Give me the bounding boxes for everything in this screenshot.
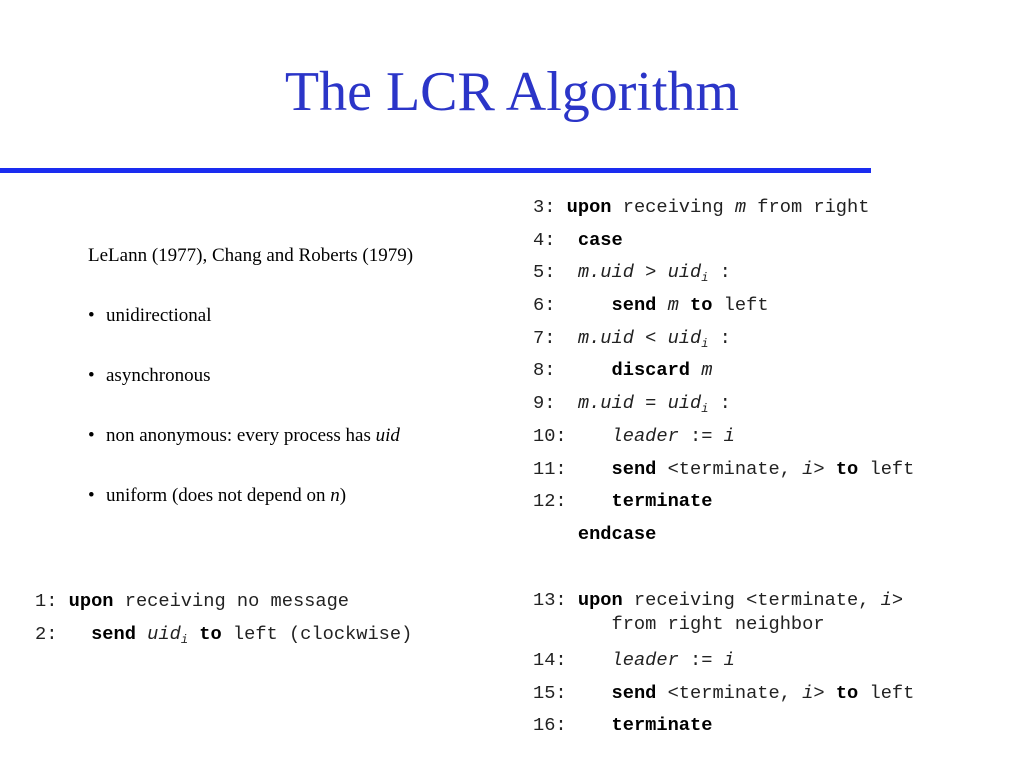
code-token: uid xyxy=(667,261,702,284)
code-line xyxy=(533,256,914,289)
code-token: < xyxy=(633,326,668,349)
bullet-glyph: • xyxy=(88,305,95,326)
code-token: m.uid xyxy=(577,392,634,415)
code-token: 16: xyxy=(533,714,612,737)
code-token: receiving xyxy=(611,196,735,218)
bullet-glyph: • xyxy=(88,365,95,386)
code-line xyxy=(533,485,914,518)
code-line xyxy=(35,585,412,618)
code-line xyxy=(533,354,914,387)
code-token: case xyxy=(577,228,623,251)
code-token: 15: xyxy=(533,681,612,704)
code-line xyxy=(533,387,914,420)
code-token: 14: xyxy=(533,649,612,671)
property-text-end: ) xyxy=(339,485,347,506)
code-token: send xyxy=(611,681,657,704)
code-token: i xyxy=(723,424,735,447)
code-token: 11: xyxy=(533,457,612,480)
code-token: i xyxy=(701,402,709,417)
code-line xyxy=(533,224,914,257)
code-token xyxy=(656,294,667,316)
code-token: i xyxy=(701,336,709,351)
code-token: i xyxy=(880,589,892,611)
code-token: leader xyxy=(611,649,679,671)
code-token xyxy=(136,623,147,645)
code-token: terminate xyxy=(611,714,713,737)
code-line xyxy=(533,677,914,710)
code-token: <terminate, xyxy=(656,457,803,480)
code-token: to xyxy=(835,457,859,480)
code-block-terminate xyxy=(533,584,914,742)
code-line xyxy=(533,644,914,677)
code-token: to xyxy=(199,622,222,645)
code-token: to xyxy=(690,294,713,317)
code-token: left xyxy=(858,681,915,704)
code-token xyxy=(533,523,578,545)
code-line xyxy=(533,191,914,224)
code-token: m xyxy=(734,196,747,218)
code-token: 3: xyxy=(533,196,567,218)
code-token: uid xyxy=(667,326,702,349)
code-token: 4: xyxy=(533,228,578,251)
property-italic: uid xyxy=(375,425,400,446)
code-token: 8: xyxy=(533,359,612,382)
code-token: m xyxy=(667,294,679,317)
code-token: 1: xyxy=(35,590,69,612)
code-token: 9: xyxy=(533,392,578,415)
code-line xyxy=(533,289,914,322)
code-token: receiving no message xyxy=(113,590,350,612)
code-line xyxy=(35,618,412,651)
code-token: m.uid xyxy=(577,326,634,349)
code-token: 5: xyxy=(533,261,578,284)
code-token: : xyxy=(708,261,731,284)
code-token: 12: xyxy=(533,490,612,513)
code-token: 10: xyxy=(533,424,612,447)
code-token: upon xyxy=(577,589,623,611)
code-token: receiving <terminate, xyxy=(622,589,881,611)
code-token: 2: xyxy=(35,622,92,645)
code-token: := xyxy=(678,424,724,447)
code-block-init xyxy=(35,585,412,650)
property-text: non anonymous: every process has xyxy=(106,425,376,446)
authors-credit: LeLann (1977), Chang and Roberts (1979) xyxy=(88,245,414,266)
code-token: > xyxy=(813,457,836,480)
code-token: left xyxy=(712,294,769,317)
code-token: m.uid xyxy=(577,261,634,284)
code-line xyxy=(533,612,914,644)
bullet-glyph: • xyxy=(88,425,95,446)
code-line xyxy=(533,584,914,612)
code-line xyxy=(533,420,914,453)
code-line xyxy=(533,518,914,551)
code-token: endcase xyxy=(577,522,657,545)
property-italic: n xyxy=(330,485,340,506)
code-token: upon xyxy=(68,590,114,612)
code-token: i xyxy=(723,649,735,671)
code-line xyxy=(533,709,914,742)
code-token: i xyxy=(802,681,814,704)
code-token: 6: xyxy=(533,294,612,317)
code-token xyxy=(690,359,701,381)
code-token: i xyxy=(802,457,814,480)
slide-title: The LCR Algorithm xyxy=(284,61,740,123)
code-token: i xyxy=(701,271,709,286)
property-item xyxy=(88,425,400,485)
code-token: send xyxy=(611,457,657,480)
code-line xyxy=(533,322,914,355)
code-line xyxy=(533,453,914,486)
code-token: left (clockwise) xyxy=(221,622,413,645)
code-token xyxy=(188,623,199,645)
code-token: 7: xyxy=(533,326,578,349)
code-token: > xyxy=(633,261,668,284)
code-token: left xyxy=(858,457,915,480)
code-token: := xyxy=(678,649,724,671)
code-token: > xyxy=(891,589,904,611)
code-token: uid xyxy=(667,392,702,415)
code-token: send xyxy=(91,622,136,645)
code-token: = xyxy=(633,392,668,415)
property-text: uniform (does not depend on xyxy=(106,485,331,506)
code-token: <terminate, xyxy=(656,681,803,704)
code-token: m xyxy=(701,359,713,382)
property-text: asynchronous xyxy=(106,365,211,386)
code-token: from right neighbor xyxy=(533,613,825,635)
code-token: leader xyxy=(611,424,679,447)
code-token: upon xyxy=(566,196,612,218)
property-item xyxy=(88,365,400,425)
code-token: to xyxy=(835,681,859,704)
code-token: : xyxy=(708,326,731,349)
code-block-receive xyxy=(533,191,914,551)
code-token: : xyxy=(708,392,731,415)
code-token: discard xyxy=(611,359,691,382)
property-item xyxy=(88,485,400,545)
code-token: i xyxy=(180,632,189,647)
code-token: send xyxy=(611,294,657,317)
code-token: terminate xyxy=(611,490,713,513)
code-token: 13: xyxy=(533,589,578,611)
title-underline xyxy=(0,168,871,173)
bullet-glyph: • xyxy=(88,485,95,506)
property-item xyxy=(88,305,400,365)
code-token xyxy=(679,294,690,316)
property-list xyxy=(88,305,400,545)
code-token: uid xyxy=(147,622,181,645)
code-token: > xyxy=(813,681,836,704)
property-text: unidirectional xyxy=(106,305,212,326)
code-token: from right xyxy=(746,196,870,218)
